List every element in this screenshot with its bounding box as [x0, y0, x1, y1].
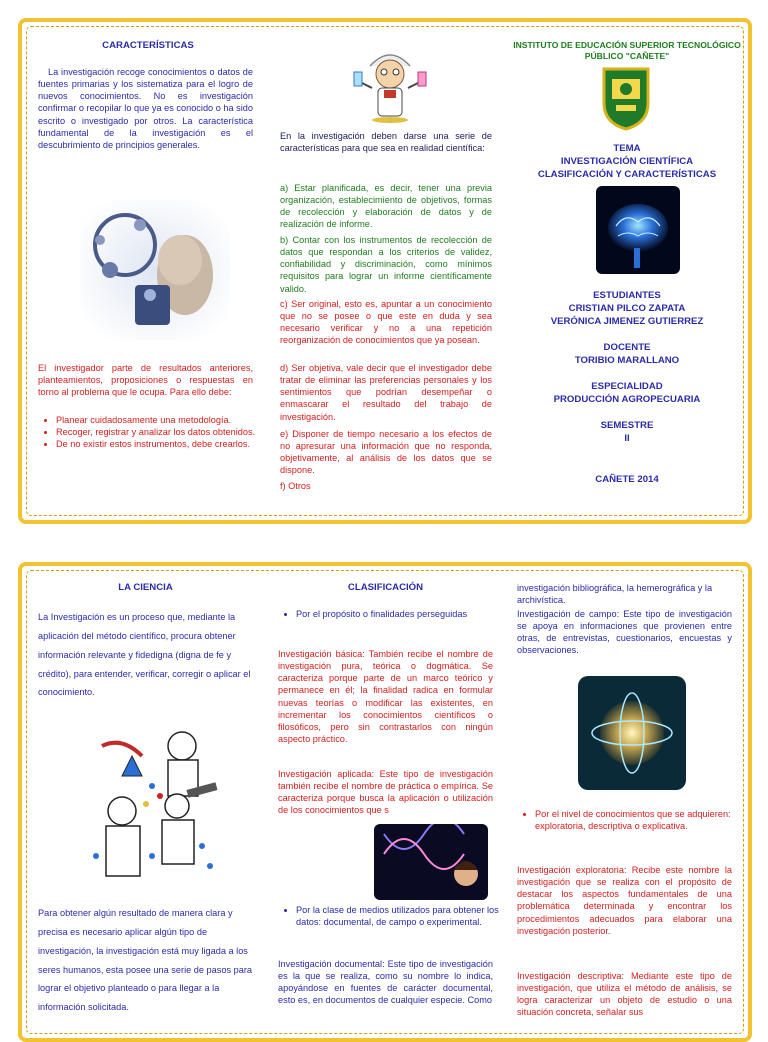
especialidad-name: PRODUCCIÓN AGROPECUARIA	[553, 394, 701, 405]
especialidad-label: ESPECIALIDAD	[591, 381, 663, 392]
semestre-value: II	[624, 433, 630, 444]
estudiantes-label: ESTUDIANTES	[593, 290, 661, 301]
investigacion-documental: Investigación documental: Este tipo de investigación es la que se realiza, como su nombre lo indica, apoyándose en fuentes de carácter documental, esto es, en documentos de cualquier especie. Como	[278, 959, 493, 1006]
scientists-lab-cartoon	[82, 716, 222, 896]
list-item: • Recoger, registrar y analizar los datos obtenidos.	[56, 426, 271, 438]
scientist-collage-image	[80, 200, 230, 340]
ciencia-para1: La Investigación es un proceso que, mediante la aplicación del método científico, procura obtener información relevante y fidedigna (digna de fe y crédito), para entender, verificar, corregir o aplicar el conocimiento.	[38, 612, 251, 698]
clasificacion-bullet-1	[278, 608, 511, 620]
institute-name: INSTITUTO DE EDUCACIÓN SUPERIOR TECNOLÓGICO PÚBLICO "CAÑETE"	[513, 40, 741, 62]
tema-label: TEMA	[613, 143, 641, 154]
middle-item-e: e) Disponer de tiempo necesario a los efectos de no apresurar una información que no responda, objetivamente, al análisis de los datos que se dispone.	[280, 429, 492, 476]
student-name-1: CRISTIAN PILCO ZAPATA	[568, 303, 686, 314]
crazy-scientist-cartoon	[340, 44, 440, 124]
dna-woman-image	[374, 824, 488, 900]
investigacion-campo: Investigación de campo: Este tipo de investigación se apoya en informaciones que provienen entre otras, de entrevistas, cuestionarios, encuestas y observaciones.	[517, 609, 732, 656]
middle-item-d: d) Ser objetiva, vale decir que el investigador debe tratar de eliminar las preferencias personales y los sentimientos que podrían desempeñar o enmascarar el resultado del trabajo de investigación.	[280, 363, 492, 422]
tema-line1: INVESTIGACIÓN CIENTÍFICA	[560, 156, 694, 167]
middle-intro: En la investigación deben darse una serie de características para que sea en realidad científica:	[280, 131, 492, 154]
clasificacion-heading: CLASIFICACIÓN	[347, 582, 424, 593]
list-item: • Por el propósito o finalidades perseguidas	[296, 608, 511, 620]
student-name-2: VERÓNICA JIMENEZ GUTIERREZ	[550, 316, 704, 327]
right-continuation: investigación bibliográfica, la hemerográfica y la archivística.	[517, 583, 713, 606]
glowing-brain-image	[596, 186, 680, 274]
list-item: • Por la clase de medios utilizados para obtener los datos: documental, de campo o experimental.	[296, 904, 511, 928]
atom-globe-image	[578, 676, 686, 790]
middle-item-a: a) Estar planificada, es decir, tener una previa organización, establecimiento de objetivos, formas de recolección y elaboración de datos y de realización de informe.	[280, 183, 492, 230]
investigator-text: El investigador parte de resultados anteriores, planteamientos, proposiciones o respuestas en torno al problema que le ocupa. Para ello debe:	[38, 363, 253, 398]
list-item: • De no existir estos instrumentos, debe crearlos.	[56, 438, 271, 450]
ciencia-para2: Para obtener algún resultado de manera clara y precisa es necesario aplicar algún tipo de investigación, la investigación está muy ligada a los seres humanos, esta posee una serie de pasos para lograr el objetivo planteado o para llegar a la información solicitada.	[38, 908, 252, 1013]
institute-logo	[600, 65, 652, 131]
investigacion-exploratoria: Investigación exploratoria: Recibe este nombre la investigación que se realiza con el propósito de destacar los aspectos fundamentales de una problemática determinada y encontrar los procedimientos adecuados para elaborar una investigación posterior.	[517, 865, 732, 936]
investigator-bullets	[38, 414, 271, 450]
clasificacion-bullet-2	[278, 904, 511, 928]
ciencia-heading: LA CIENCIA	[118, 582, 173, 593]
place-year: CAÑETE 2014	[595, 474, 659, 485]
list-item: • Planear cuidadosamente una metodología.	[56, 414, 271, 426]
middle-item-c: c) Ser original, esto es, apuntar a un conocimiento que no se posee o que este en duda y sea necesario verificar y no a una repetición reorganización de conocimientos que ya posean.	[280, 299, 492, 346]
investigacion-descriptiva: Investigación descriptiva: Mediante este tipo de investigación, que utiliza el método de análisis, se logra caracterizar un objeto de estudio o una situación concreta, señalar sus	[517, 971, 732, 1018]
docente-name: TORIBIO MARALLANO	[574, 355, 680, 366]
tema-line2: CLASIFICACIÓN Y CARACTERÍSTICAS	[537, 169, 717, 180]
investigacion-aplicada: Investigación aplicada: Este tipo de investigación también recibe el nombre de práctica o empírica. Se caracteriza porque busca la aplicación o utilización de los conocimientos que s	[278, 769, 493, 816]
middle-item-f: f) Otros	[280, 481, 311, 491]
caracteristicas-heading: CARACTERÍSTICAS	[102, 40, 194, 51]
semestre-label: SEMESTRE	[600, 420, 654, 431]
clasificacion-bullet-3	[517, 808, 750, 832]
investigacion-basica: Investigación básica: También recibe el nombre de investigación pura, teórica o dogmática. Se caracteriza porque parte de un marco teórico y permanece en él; la finalidad radica en formular nuevas teorías o modificar las existentes, en incrementar los conocimientos científicos o filosóficos, pero sin contrastarlos con ningún aspecto práctico.	[278, 649, 493, 744]
docente-label: DOCENTE	[603, 342, 651, 353]
list-item: • Por el nivel de conocimientos que se adquieren: exploratoria, descriptiva o explicativa.	[535, 808, 750, 832]
middle-item-b: b) Contar con los instrumentos de recolección de datos que respondan a los criterios de validez, confiabilidad y discriminación, como mínimos requisitos para lograr un informe científicamente valido.	[280, 235, 492, 294]
caracteristicas-intro: La investigación recoge conocimientos o datos de fuentes primarias y los sistematiza para el logro de nuevos conocimientos. No es investigación confirmar o recopilar lo que ya es conocido o ha sido escrito o investigado por otros. La característica fundamental de la investigación es el descubrimiento de principios generales.	[38, 67, 254, 150]
